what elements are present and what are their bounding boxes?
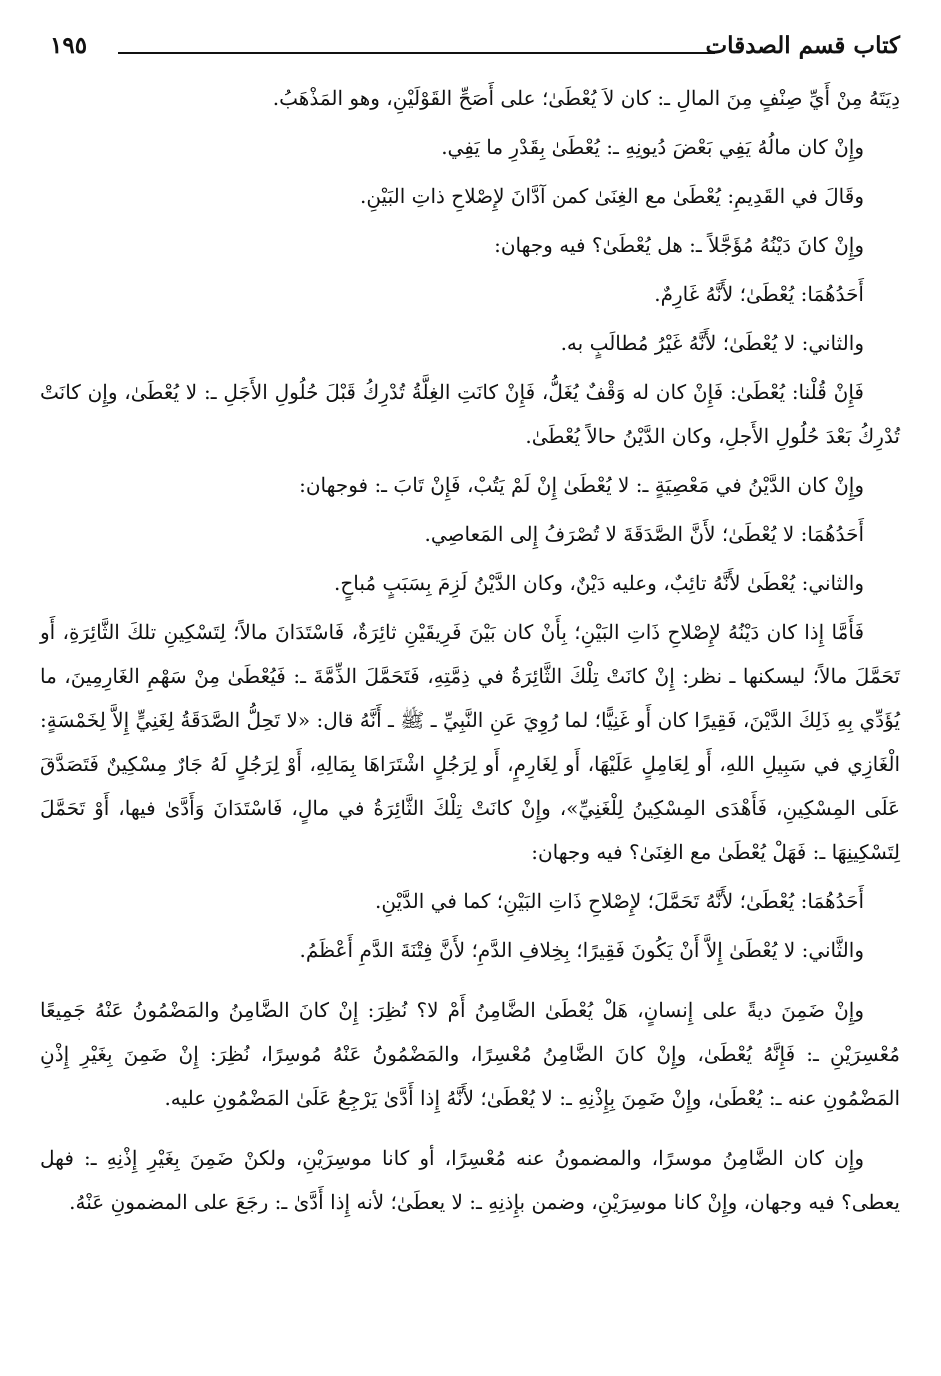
paragraph: أَحَدُهُمَا: يُعْطَىٰ؛ لأَنَّهُ غَارِمٌ. bbox=[654, 282, 864, 306]
paragraph: وقَالَ في القَدِيمِ: يُعْطَىٰ مع الغِنَىٰ كمن آدَّانَ لإِصْلاحِ ذاتِ البَيْنِ. bbox=[359, 184, 864, 208]
running-title: كتاب قسم الصدقات bbox=[705, 32, 900, 59]
paragraph: وإِنْ كان مالُهُ يَفِي بَعْضَ دُيونِهِ ـ: يُعْطَىٰ بِقَدْرِ ما يَفِي. bbox=[441, 135, 864, 159]
paragraph: دِيَتَهُ مِنْ أَيِّ صِنْفٍ مِنَ المالِ ـ: كان لاَ يُعْطَىٰ؛ على أَصَحِّ القَوْلَيْنِ، وهو المَذْهَبُ. bbox=[272, 86, 900, 110]
page-header bbox=[40, 26, 900, 72]
paragraph: وإِنْ ضَمِنَ ديةً على إِنسانٍ، هَلْ يُعْطَىٰ الضَّامِنُ أَمْ لا؟ نُظِرَ: إِنْ كانَ الضَّامِنُ والمَضْمُونُ عَنْهُ جَمِيعًا مُعْسِرَيْنِ ـ: فَإِنَّهُ يُعْطَىٰ، وإِنْ كانَ الضَّامِنُ مُعْسِرًا، والمَضْمُونُ عَنْهُ مُوسِرًا، نُظِرَ: إِنْ ضَمِنَ بِغَيْرِ إِذْنِ المَضْمُونِ عنه ـ: يُعْطَىٰ، وإِنْ ضَمِنَ بِإِذْنِهِ ـ: لا يُعْطَىٰ؛ لأَنَّهُ إِذا أَدَّىٰ يَرْجِعُ عَلَىٰ المَضْمُونِ عليه. bbox=[40, 998, 900, 1110]
paragraph: أَحَدُهُمَا: لا يُعْطَىٰ؛ لأَنَّ الصَّدَقَةَ لا تُصْرَفُ إِلى المَعاصِي. bbox=[424, 522, 864, 546]
paragraph: وإِنْ كانَ دَيْنُهُ مُؤَجَّلاً ـ: هل يُعْطَىٰ؟ فيه وجهان: bbox=[494, 233, 864, 257]
paragraph: والثاني: لا يُعْطَىٰ؛ لأَنَّهُ غَيْرُ مُطالَبٍ به. bbox=[560, 331, 864, 355]
book-page bbox=[40, 26, 900, 1346]
paragraph: فَأَمَّا إِذا كان دَيْنُهُ لإِصْلاحِ ذَاتِ البَيْنِ؛ بِأَنْ كان بَيْنَ فَرِيقَيْنِ ثائِرَةٌ، فَاسْتَدَانَ مالاً؛ لِتَسْكِينِ تلكَ الثَّائِرَةِ، أَو تَحَمَّلَ مالاً؛ ليسكنها ـ نظر: إِنْ كانَتْ تِلْكَ الثَّائِرَةُ في ذِمَّتِهِ، فَتَحَمَّلَ الذِّمَّةَ ـ: فَيُعْطَىٰ مِنْ سَهْمِ الغَارِمِينَ، ما يُؤَدِّي بِهِ ذَلِكَ الدَّيْنَ، فَقِيرًا كان أَو غَنِيًّا؛ لما رُوِيَ عَنِ النَّبِيِّ ـ ﷺ ـ أَنَّهُ قال: «لا تَحِلُّ الصَّدَقَةُ لِغَنِيٍّ إِلاَّ لِخَمْسَةٍ: الْغَازِي في سَبِيلِ اللهِ، أَو لِعَامِلٍ عَلَيْهَا، أَو لِغَارِمٍ، أَو لِرَجُلٍ اشْتَرَاهَا بِمَالِهِ، أَوْ لِرَجُلٍ لَهُ جَارٌ مِسْكِينٌ فَتَصَدَّقَ عَلَى المِسْكِينِ، فَأَهْدَى المِسْكِينُ لِلْغَنِيِّ»، وإِنْ كانَتْ تِلْكَ الثَّائِرَةُ في مالٍ، فَاسْتَدَانَ وَأَدَّىٰ فيها، أَوْ تَحَمَّلَ لِتَسْكِينِهَا ـ: فَهَلْ يُعْطَىٰ مع الغِنَىٰ؟ فيه وجهان: bbox=[40, 620, 900, 864]
body-text bbox=[40, 76, 900, 1229]
header-rule bbox=[118, 52, 715, 54]
paragraph: وإِن كان الضَّامِنُ موسرًا، والمضمونُ عنه مُعْسِرًا، أو كانا موسِرَيْنِ، ولكنْ ضَمِنَ بِغَيْرِ إِذْنِهِ ـ: فهل يعطى؟ فيه وجهان، وإِنْ كانا موسِرَيْنِ، وضمن بإِذنِهِ ـ: لا يعطَىٰ؛ لأنه إِذا أَدَّىٰ ـ: رجَعَ على المضمونِ عَنْهُ. bbox=[40, 1146, 900, 1214]
paragraph: والثَّاني: لا يُعْطَىٰ إِلاَّ أَنْ يَكُونَ فَقِيرًا؛ بِخِلافِ الدَّمِ؛ لأَنَّ فِتْنَةَ الدَّمِ أَعْظَمُ. bbox=[299, 938, 864, 962]
paragraph: وإِنْ كان الدَّيْنُ في مَعْصِيَةٍ ـ: لا يُعْطَىٰ إِنْ لَمْ يَتُبْ، فَإِنْ تَابَ ـ: فوجهان: bbox=[299, 473, 864, 497]
paragraph: أَحَدُهُمَا: يُعْطَىٰ؛ لأَنَّهُ تَحَمَّلَ؛ لإِصْلاحِ ذَاتِ البَيْنِ؛ كما في الدَّيْنِ. bbox=[375, 889, 864, 913]
paragraph: فَإِنْ قُلْنا: يُعْطَىٰ: فَإِنْ كان له وَقْفٌ يُغَلُّ، فَإِنْ كانَتِ الغِلَّةُ تُدْرِكُ قَبْلَ حُلُولِ الأَجَلِ ـ: لا يُعْطَىٰ، وإِن كانَتْ تُدْرِكُ بَعْدَ حُلُولِ الأَجلِ، وكان الدَّيْنُ حالاً يُعْطَىٰ. bbox=[40, 380, 900, 448]
paragraph: والثاني: يُعْطَىٰ لأَنَّهُ تائِبٌ، وعليه دَيْنٌ، وكان الدَّيْنُ لَزِمَ بِسَبَبٍ مُباحٍ. bbox=[333, 571, 864, 595]
page-number: ١٩٥ bbox=[50, 32, 88, 59]
